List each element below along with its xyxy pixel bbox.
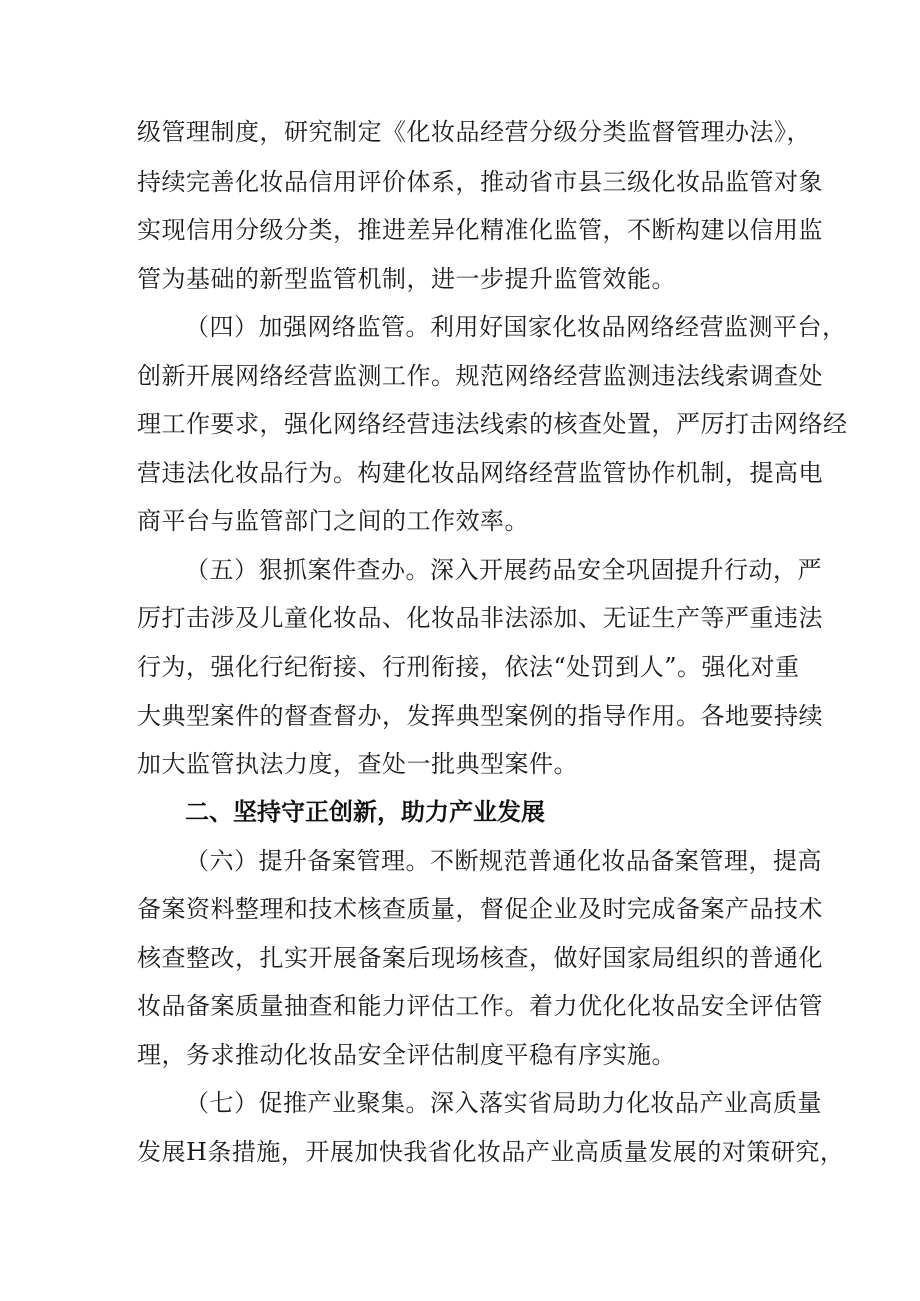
paragraph-line: 实现信用分级分类，推进差异化精准化监管，不断构建以信用监 bbox=[137, 216, 823, 244]
paragraph-line: 发展H条措施，开展加快我省化妆品产业高质量发展的对策研究， bbox=[137, 1138, 845, 1166]
paragraph-line: 核查整改，扎实开展备案后现场核查，做好国家局组织的普通化 bbox=[137, 944, 823, 972]
paragraph-line: 备案资料整理和技术核查质量，督促企业及时完成备案产品技术 bbox=[137, 895, 823, 923]
paragraph-line: 创新开展网络经营监测工作。规范网络经营监测违法线索调查处 bbox=[137, 362, 823, 390]
paragraph-line: 厉打击涉及儿童化妆品、化妆品非法添加、无证生产等严重违法 bbox=[137, 604, 823, 632]
paragraph-line: （七）促推产业聚集。深入落实省局助力化妆品产业高质量 bbox=[185, 1089, 822, 1117]
paragraph-line: 妆品备案质量抽查和能力评估工作。着力优化化妆品安全评估管 bbox=[137, 992, 823, 1020]
section-heading: 二、坚持守正创新，助力产业发展 bbox=[185, 798, 545, 826]
paragraph-line: 理，务求推动化妆品安全评估制度平稳有序实施。 bbox=[137, 1041, 676, 1069]
paragraph-line: 持续完善化妆品信用评价体系，推动省市县三级化妆品监管对象 bbox=[137, 168, 823, 196]
paragraph-line: 大典型案件的督查督办，发挥典型案例的指导作用。各地要持续 bbox=[137, 702, 823, 730]
paragraph-line: 商平台与监管部门之间的工作效率。 bbox=[137, 507, 529, 535]
paragraph-line: 加大监管执法力度，查处一批典型案件。 bbox=[137, 750, 578, 778]
paragraph-line: 级管理制度，研究制定《化妆品经营分级分类监督管理办法》， bbox=[137, 118, 811, 146]
paragraph-line: 理工作要求，强化网络经营违法线索的核查处置，严厉打击网络经 bbox=[137, 410, 848, 438]
paragraph-line: （四）加强网络监管。利用好国家化妆品网络经营监测平台， bbox=[185, 313, 847, 341]
paragraph-line: （五）狠抓案件查办。深入开展药品安全巩固提升行动，严 bbox=[185, 556, 822, 584]
paragraph-line: 管为基础的新型监管机制，进一步提升监管效能。 bbox=[137, 265, 676, 293]
paragraph-line: 营违法化妆品行为。构建化妆品网络经营监管协作机制，提高电 bbox=[137, 459, 823, 487]
paragraph-line: （六）提升备案管理。不断规范普通化妆品备案管理，提高 bbox=[185, 847, 822, 875]
paragraph-line: 行为，强化行纪衔接、行刑衔接，依法“处罚到人”。强化对重 bbox=[137, 653, 800, 681]
